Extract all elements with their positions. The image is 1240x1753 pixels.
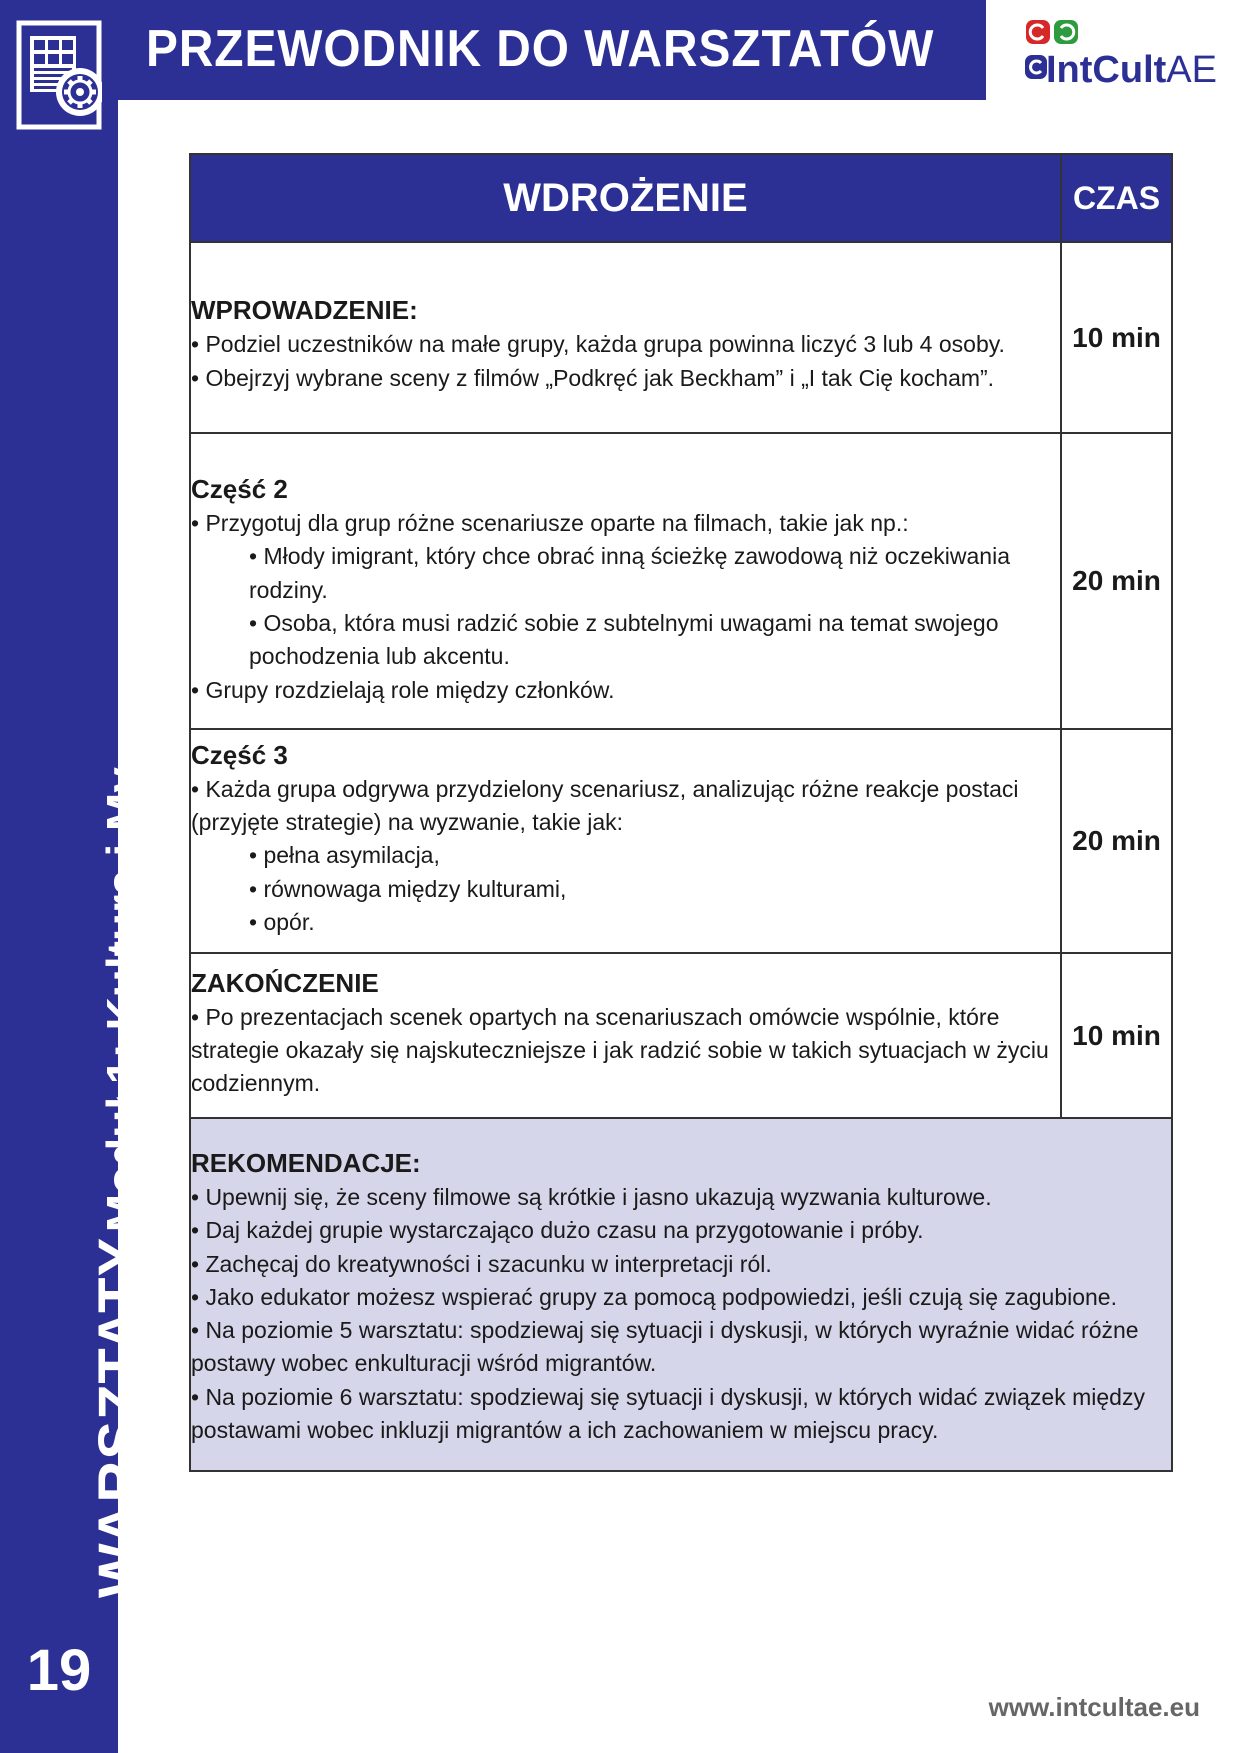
logo-text: IntCultAE <box>1046 49 1217 91</box>
recommendation-item: • Zachęcaj do kreatywności i szacunku w interpretacji ról. <box>191 1250 772 1277</box>
recommendation-item: • Daj każdej grupie wystarczająco dużo czasu na przygotowanie i próby. <box>191 1217 924 1244</box>
row-heading: Część 2 <box>191 474 288 505</box>
row-subitem: • równowaga między kulturami, <box>249 875 567 902</box>
workshop-table <box>189 153 1173 1472</box>
table-row <box>190 242 1172 433</box>
table-row <box>190 953 1172 1118</box>
recommendations-heading: REKOMENDACJE: <box>191 1148 421 1178</box>
row-time: 10 min <box>1061 953 1172 1118</box>
row-heading: Część 3 <box>191 739 288 770</box>
row-content <box>190 433 1061 729</box>
row-line: • Grupy rozdzielają role między członków. <box>191 676 615 703</box>
table-row <box>190 433 1172 729</box>
recommendations-box <box>190 1118 1172 1471</box>
row-heading: WPROWADZENIE: <box>191 295 418 326</box>
row-content <box>190 242 1061 433</box>
recommendations-row <box>190 1118 1172 1471</box>
table-header-row <box>190 154 1172 242</box>
row-line: • Każda grupa odgrywa przydzielony scenariusz, analizując różne reakcje postaci (przyjęte strategie) na wyzwanie, takie jak: <box>191 775 1019 836</box>
row-subitem: • Młody imigrant, który chce obrać inną ścieżkę zawodową niż oczekiwania rodziny. <box>249 543 1010 603</box>
website-link[interactable]: www.intcultae.eu <box>988 1692 1200 1722</box>
row-time: 10 min <box>1061 242 1172 433</box>
sidebar-section-label: WARSZTATY Moduł 1: Kultura i My <box>87 767 152 1598</box>
row-line: • Przygotuj dla grup różne scenariusze oparte na filmach, takie jak np.: <box>191 510 909 537</box>
page-number: 19 <box>26 1638 92 1703</box>
recommendation-item: • Na poziomie 5 warsztatu: spodziewaj się sytuacji i dyskusji, w których wyraźnie widać różne postawy wobec enkulturacji wśród migrantów. <box>191 1317 1139 1377</box>
table-row <box>190 729 1172 953</box>
recommendation-item: • Upewnij się, że sceny filmowe są krótkie i jasno ukazują wyzwania kulturowe. <box>191 1184 992 1210</box>
logo-e-icon <box>1024 54 1048 80</box>
workshop-document-gear-icon <box>16 20 102 130</box>
intcultae-logo <box>1024 18 1217 91</box>
row-line: • Podziel uczestników na małe grupy, każda grupa powinna liczyć 3 lub 4 osoby. <box>191 331 1005 358</box>
row-time: 20 min <box>1061 729 1172 953</box>
recommendation-item: • Jako edukator możesz wspierać grupy za pomocą podpowiedzi, jeśli czują się zagubione. <box>191 1283 1117 1310</box>
row-subitem: • opór. <box>249 908 315 935</box>
row-line: • Obejrzyj wybrane sceny z filmów „Podkręć jak Beckham” i „I tak Cię kocham”. <box>191 364 995 391</box>
column-header-time: CZAS <box>1061 154 1172 242</box>
row-subitem: • pełna asymilacja, <box>249 842 440 869</box>
row-time: 20 min <box>1061 433 1172 729</box>
row-content <box>190 953 1061 1118</box>
row-line: • Po prezentacjach scenek opartych na scenariuszach omówcie wspólnie, które strategie okazały się najskuteczniejsze i jak radzić sobie w takich sytuacjach w życiu codziennym. <box>191 1003 1049 1097</box>
recommendation-item: • Na poziomie 6 warsztatu: spodziewaj się sytuacji i dyskusji, w których widać związek między postawami wobec inkluzji migrantów a ich zachowaniem w miejscu pracy. <box>191 1383 1145 1444</box>
logo-emblem-icon <box>1024 18 1084 52</box>
row-heading: ZAKOŃCZENIE <box>191 967 379 998</box>
row-subitem: • Osoba, która musi radzić sobie z subtelnymi uwagami na temat swojego pochodzenia lub akcentu. <box>249 610 999 670</box>
page-title: PRZEWODNIK DO WARSZTATÓW <box>146 20 935 78</box>
row-content <box>190 729 1061 953</box>
column-header-implementation: WDROŻENIE <box>190 154 1061 242</box>
